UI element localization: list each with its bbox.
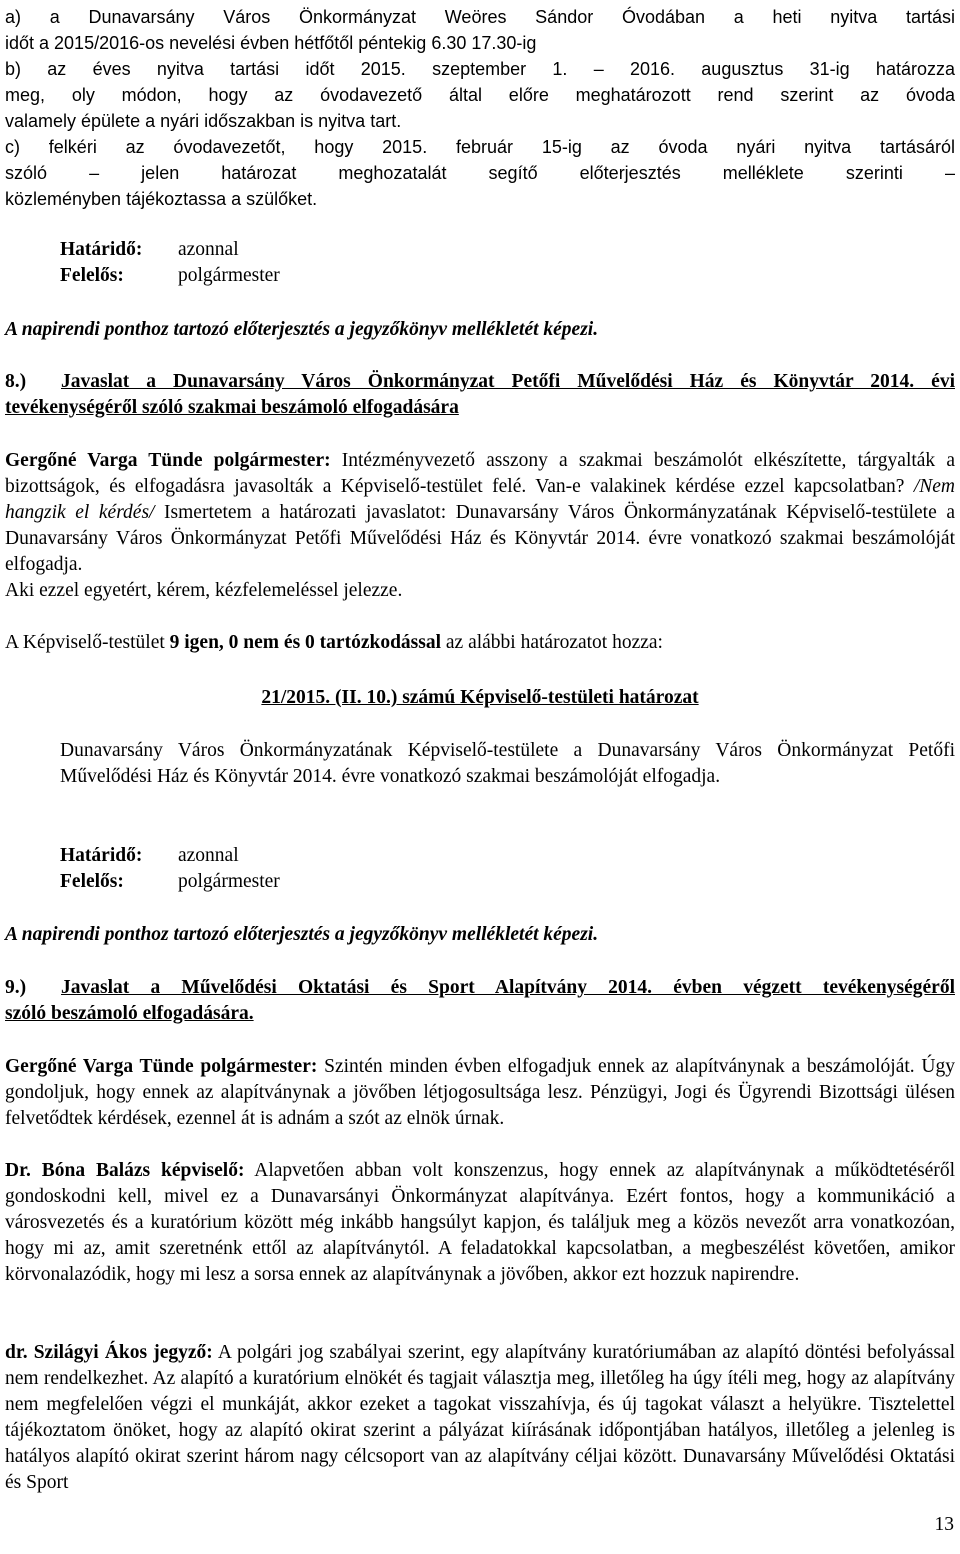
item-c-line-1: c) felkéri az óvodavezetőt, hogy 2015. február 15-ig az óvoda nyári nyitva tartásáról	[5, 137, 955, 157]
item-9-title-line-2: szóló beszámoló elfogadására.	[5, 1003, 254, 1024]
attachment-note-2: A napirendi ponthoz tartozó előterjesztés a jegyzőkönyv mellékletét képezi.	[5, 924, 599, 945]
item-b-line-2: meg, oly módon, hogy az óvodavezető által előre meghatározott rend szerint az óvoda	[5, 85, 955, 105]
resolution-text: Dunavarsány Város Önkormányzatának Képviselő-testülete a Dunavarsány Város Önkormányzat Petőfi Művelődési Ház és Könyvtár 2014. évre vonatkozó szakmai beszámolóját elfogadja.	[60, 740, 955, 787]
item-c-line-2: szóló – jelen határozat meghozatalát segítő előterjesztés melléklete szerinti –	[5, 163, 955, 183]
item-8-number: 8.)	[5, 371, 27, 392]
resolution-title: 21/2015. (II. 10.) számú Képviselő-testületi határozat	[261, 687, 699, 708]
page-number: 13	[934, 1514, 954, 1535]
item-9-heading	[5, 975, 955, 1027]
item-8-heading	[5, 369, 955, 421]
speaker-representative: Dr. Bóna Balázs képviselő:	[5, 1160, 245, 1181]
item-9-paragraph-3	[5, 1340, 955, 1496]
item-c	[5, 134, 955, 212]
item-9-number: 9.)	[5, 977, 27, 998]
deadline-block-2	[60, 843, 660, 895]
item-9-text-1: Szintén minden évben elfogadjuk ennek az alapítványnak a beszámolóját. Úgy gondoljuk, hogy ennek az alapítványnak a jövőben létjogosultsága lesz. Pénzügyi, Jogi és Ügyrendi Bizottsági ülésen felvetődtek kérdések, ezennel át is adnám a szót az elnök úrnak.	[5, 1056, 955, 1129]
responsible-label: Felelős:	[60, 871, 124, 892]
item-b-line-1: b) az éves nyitva tartási időt 2015. szeptember 1. – 2016. augusztus 31-ig határozza	[5, 59, 955, 79]
item-8-title-line-1: Javaslat a Dunavarsány Város Önkormányzat Petőfi Művelődési Ház és Könyvtár 2014. évi	[61, 371, 955, 392]
item-a	[5, 4, 955, 56]
vote-count: 9 igen, 0 nem és 0 tartózkodással	[169, 632, 442, 653]
item-9-text-2: Alapvetően abban volt konszenzus, hogy ennek az alapítványnak a működtetéséről gondoskodni kell, mivel ez a Dunavarsányi Önkormányzat alapítványa. Ezért fontos, hogy a kommunikáció a városvezetés és a kuratórium között még inkább hangsúlyt kapjon, és találjuk meg a közös nevezőt arra vonatkozóan, hogy mi az, amit szeretnénk ettől az alapítványtól. A feladatokkal kapcsolatban, a megbeszélést követően, amikor körvonalazódik, hogy mi lesz a sorsa ennek az alapítványnak a jövőben, akkor ezt hozzuk napirendre.	[5, 1160, 955, 1285]
deadline-label: Határidő:	[60, 845, 143, 866]
vote-prefix: A Képviselő-testület	[5, 632, 170, 653]
no-question-note: /Nem hangzik el kérdés/	[5, 476, 955, 523]
item-a-line-2: időt a 2015/2016-os nevelési évben hétfőtől péntekig 6.30 17.30-ig	[5, 33, 537, 53]
deadline-value: azonnal	[178, 845, 239, 866]
item-8-discussion	[5, 448, 955, 604]
item-9-text-3: A polgári jog szabályai szerint, egy alapítvány kuratóriumában az alapító döntési befolyással nem rendelkezhet. Az alapító a kuratórium elnökét és tagjait választja meg, illetőleg ha úgy ítéli meg, hogy az alapítvány nem megfelelően végzi el munkáját, akkor ezeket a tagokat visszahívja, és új tagokat választ a helyükre. Tisztelettel tájékoztatom önöket, hogy az alapító okirat szerint a pályázat kiírásának időpontjában hatályos, illetőleg a jelenleg is hatályos alapító okirat szerint három nagy célcsoport van az alapítvány céljai között. Dunavarsány Művelődési Oktatási és Sport	[5, 1342, 956, 1493]
item-8-title-line-2: tevékenységéről szóló szakmai beszámoló elfogadására	[5, 397, 459, 418]
speaker-mayor: Gergőné Varga Tünde polgármester:	[5, 450, 331, 471]
item-b	[5, 56, 955, 134]
speaker-notary: dr. Szilágyi Ákos jegyző:	[5, 1342, 213, 1363]
responsible-label: Felelős:	[60, 265, 124, 286]
item-9-title-line-1: Javaslat a Művelődési Oktatási és Sport Alapítvány 2014. évben végzett tevékenységéről	[61, 977, 955, 998]
item-b-line-3: valamely épülete a nyári időszakban is nyitva tart.	[5, 111, 402, 131]
item-9-paragraph-1	[5, 1054, 955, 1132]
vote-result	[5, 630, 955, 656]
item-8-text-1: Intézményvezető asszony a szakmai beszámolót elkészítette, tárgyalták a bizottságok, és elfogadásra javasolták a Képviselő-testület felé. Van-e valakinek kérdése ezzel kapcsolatban?	[5, 450, 956, 497]
responsible-value: polgármester	[178, 265, 280, 286]
deadline-block-1	[60, 237, 660, 289]
attachment-note-1: A napirendi ponthoz tartozó előterjesztés a jegyzőkönyv mellékletét képezi.	[5, 319, 599, 340]
item-8-text-3: Aki ezzel egyetért, kérem, kézfelemeléssel jelezze.	[5, 580, 403, 601]
item-c-line-3: közleményben tájékoztassa a szülőket.	[5, 189, 318, 209]
responsible-value: polgármester	[178, 871, 280, 892]
deadline-value: azonnal	[178, 239, 239, 260]
item-9-paragraph-2	[5, 1158, 955, 1288]
vote-suffix: az alábbi határozatot hozza:	[441, 632, 663, 653]
speaker-mayor: Gergőné Varga Tünde polgármester:	[5, 1056, 318, 1077]
item-8-text-2: Ismertetem a határozati javaslatot: Dunavarsány Város Önkormányzatának Képviselő-testülete a Dunavarsány Város Önkormányzat Petőfi Művelődési Ház és Könyvtár 2014. évre vonatkozó szakmai beszámolóját elfogadja.	[5, 502, 955, 575]
deadline-label: Határidő:	[60, 239, 143, 260]
item-a-line-1: a) a Dunavarsány Város Önkormányzat Weöres Sándor Óvodában a heti nyitva tartási	[5, 7, 955, 27]
